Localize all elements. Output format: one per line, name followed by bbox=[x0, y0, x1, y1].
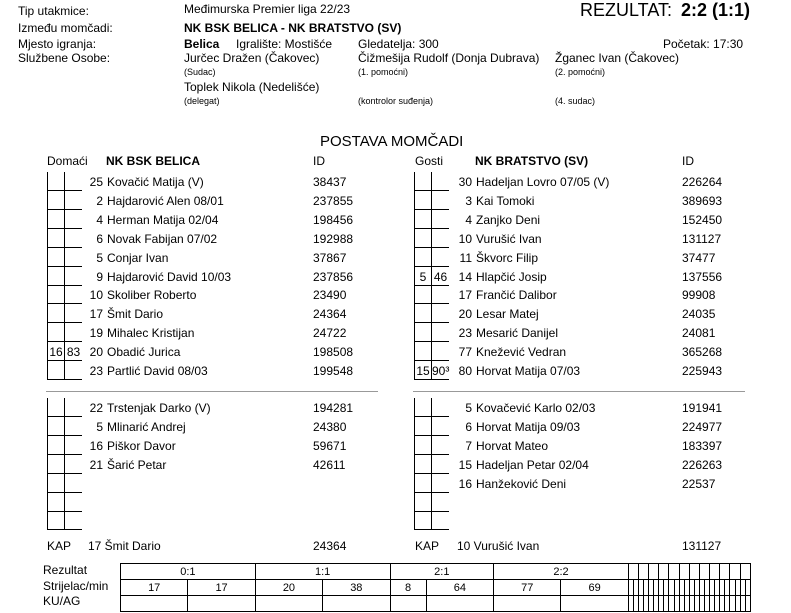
away-minutes-box bbox=[414, 436, 449, 455]
home-sub-out-minute bbox=[48, 210, 64, 228]
home-minutes-box bbox=[47, 323, 82, 342]
score-cell: 1:1 bbox=[255, 564, 390, 580]
lineup-title: POSTAVA MOMČADI bbox=[320, 133, 464, 150]
official-assistant2: Žganec Ivan (Čakovec) bbox=[555, 51, 680, 65]
home-player-label: Kovačić Matija (V) bbox=[107, 175, 204, 189]
home-minutes-box bbox=[47, 436, 82, 455]
home-sub-in-minute bbox=[65, 210, 82, 228]
away-player-id: 131127 bbox=[682, 232, 722, 246]
home-player-label: Partlić David 08/03 bbox=[107, 364, 208, 378]
away-team-name: NK BRATSTVO (SV) bbox=[475, 154, 589, 168]
ku-ag-cell bbox=[494, 596, 561, 612]
home-sub-out-minute bbox=[48, 248, 64, 266]
away-sub-out-minute bbox=[415, 191, 431, 209]
home-sub-in-minute bbox=[65, 323, 82, 341]
away-player-name bbox=[457, 270, 547, 284]
score-cell-empty bbox=[689, 564, 699, 580]
home-player-id: 38437 bbox=[313, 175, 347, 189]
away-minutes-divider bbox=[431, 436, 432, 454]
home-minutes-box bbox=[47, 342, 82, 361]
away-player-name bbox=[457, 213, 540, 227]
score-cell: 2:1 bbox=[390, 564, 494, 580]
away-sub-in-minute bbox=[432, 285, 449, 303]
home-sub-in-minute bbox=[65, 229, 82, 247]
away-shirt-number: 10 bbox=[458, 232, 472, 246]
home-shirt-number: 25 bbox=[89, 175, 103, 189]
away-player-name bbox=[457, 364, 580, 378]
home-player-id: 237856 bbox=[313, 270, 354, 284]
away-sub-in-minute bbox=[432, 172, 449, 190]
away-player-id: 22537 bbox=[682, 477, 716, 491]
official-assistant1-role: (1. pomoćni) bbox=[358, 67, 409, 77]
home-shirt-number: 2 bbox=[96, 194, 103, 208]
home-player-label: Herman Matija 02/04 bbox=[107, 213, 219, 227]
away-player-label: Hadeljan Petar 02/04 bbox=[476, 458, 589, 472]
ku-ag-cell bbox=[121, 596, 188, 612]
away-minutes-box bbox=[414, 493, 449, 512]
home-player-id: 24364 bbox=[313, 307, 347, 321]
away-minutes-box bbox=[414, 361, 449, 380]
scorer-minute-cell: 77 bbox=[494, 580, 561, 596]
away-player-label: Vurušić Ivan bbox=[476, 232, 542, 246]
away-player-name bbox=[457, 401, 595, 415]
home-sub-out-minute bbox=[48, 361, 64, 379]
home-minutes-divider bbox=[64, 417, 65, 435]
ku-ag-cell bbox=[323, 596, 390, 612]
home-player-id: 42611 bbox=[313, 458, 346, 472]
home-player-id: 194281 bbox=[313, 401, 354, 415]
home-shirt-number: 16 bbox=[89, 439, 103, 453]
away-player-label: Zanjko Deni bbox=[476, 213, 541, 227]
home-player-id: 23490 bbox=[313, 288, 347, 302]
match-type-value: Međimurska Premier liga 22/23 bbox=[184, 2, 351, 16]
away-shirt-number: 17 bbox=[458, 288, 472, 302]
away-shirt-number: 7 bbox=[465, 439, 472, 453]
away-player-name bbox=[457, 288, 557, 302]
away-player-label: Hanžeković Deni bbox=[476, 477, 567, 491]
scorer-row-label: Strijelac/min bbox=[43, 579, 109, 593]
home-minutes-box bbox=[47, 191, 82, 210]
home-player-label: Šarić Petar bbox=[107, 458, 167, 472]
home-player-name bbox=[88, 232, 217, 246]
away-player-id: 226263 bbox=[682, 458, 723, 472]
official-delegate: Toplek Nikola (Nedelišće) bbox=[184, 80, 320, 94]
away-sub-in-minute bbox=[432, 248, 449, 266]
home-sub-out-minute bbox=[48, 285, 64, 303]
away-player-label: Hadeljan Lovro 07/05 (V) bbox=[476, 175, 610, 189]
away-shirt-number: 16 bbox=[458, 477, 472, 491]
home-minutes-box bbox=[47, 267, 82, 286]
home-minutes-box bbox=[47, 455, 82, 474]
away-minutes-box bbox=[414, 398, 449, 417]
ku-ag-cell bbox=[745, 596, 750, 612]
home-sub-out-minute bbox=[48, 191, 64, 209]
match-type-label: Tip utakmice: bbox=[18, 4, 89, 18]
home-captain-id: 24364 bbox=[313, 539, 347, 553]
home-player-label: Mlinarić Andrej bbox=[107, 420, 186, 434]
away-shirt-number: 30 bbox=[458, 175, 472, 189]
away-player-id: 226264 bbox=[682, 175, 723, 189]
away-shirt-number: 11 bbox=[459, 251, 472, 265]
home-sub-in-minute bbox=[65, 361, 82, 379]
away-player-id: 37477 bbox=[682, 251, 716, 265]
scorer-minute-cell: 64 bbox=[426, 580, 493, 596]
home-player-name bbox=[88, 194, 224, 208]
home-player-label: Skoliber Roberto bbox=[107, 288, 197, 302]
home-player-name bbox=[88, 420, 186, 434]
home-minutes-box bbox=[47, 511, 82, 530]
away-minutes-divider bbox=[431, 511, 432, 529]
official-referee-role: (Sudac) bbox=[184, 67, 216, 77]
home-shirt-number: 6 bbox=[96, 232, 103, 246]
away-shirt-number: 4 bbox=[465, 213, 472, 227]
home-player-name bbox=[88, 175, 204, 189]
home-sub-out-minute: 16 bbox=[49, 345, 63, 359]
home-minutes-box bbox=[47, 210, 82, 229]
home-sub-out-minute bbox=[48, 267, 64, 285]
home-team-name: NK BSK BELICA bbox=[106, 154, 201, 168]
away-player-id: 24035 bbox=[682, 307, 716, 321]
away-sub-out-minute bbox=[415, 172, 431, 190]
away-sub-out-minute: 15 bbox=[416, 364, 430, 378]
away-minutes-divider bbox=[431, 417, 432, 435]
away-minutes-box bbox=[414, 172, 449, 191]
home-minutes-divider bbox=[64, 493, 65, 511]
away-sub-in-minute bbox=[432, 304, 449, 322]
scorer-minute-empty bbox=[745, 580, 750, 596]
home-minutes-box bbox=[47, 229, 82, 248]
home-shirt-number: 17 bbox=[89, 307, 103, 321]
home-player-id: 198456 bbox=[313, 213, 354, 227]
scorer-minute-cell: 17 bbox=[121, 580, 188, 596]
away-shirt-number: 23 bbox=[458, 326, 472, 340]
home-player-name bbox=[88, 345, 180, 359]
away-minutes-divider bbox=[431, 455, 432, 473]
away-player-label: Hlapčić Josip bbox=[476, 270, 547, 284]
ground: Igralište: Mostišće bbox=[236, 37, 333, 51]
away-minutes-box bbox=[414, 511, 449, 530]
score-cell-empty bbox=[679, 564, 689, 580]
score-cell-empty bbox=[740, 564, 750, 580]
home-minutes-box bbox=[47, 417, 82, 436]
teams-label: Između momčadi: bbox=[18, 21, 113, 35]
home-sub-in-minute: 83 bbox=[66, 345, 81, 359]
away-player-name bbox=[457, 326, 558, 340]
score-cell-empty bbox=[628, 564, 638, 580]
score-cell: 0:1 bbox=[121, 564, 256, 580]
ku-ag-cell bbox=[390, 596, 426, 612]
home-kap-label: KAP bbox=[47, 539, 72, 553]
away-player-name bbox=[457, 477, 566, 491]
home-minutes-divider bbox=[64, 398, 65, 416]
scorer-minute-cell: 8 bbox=[390, 580, 426, 596]
home-shirt-number: 10 bbox=[89, 288, 103, 302]
home-player-name bbox=[88, 307, 163, 321]
ku-ag-cell bbox=[561, 596, 628, 612]
scorer-minute-cell: 17 bbox=[188, 580, 255, 596]
result-row-label: Rezultat bbox=[43, 563, 88, 577]
away-sub-in-minute bbox=[432, 191, 449, 209]
away-minutes-box bbox=[414, 417, 449, 436]
home-shirt-number: 5 bbox=[96, 251, 103, 265]
home-sub-out-minute bbox=[48, 172, 64, 190]
home-player-id: 192988 bbox=[313, 232, 354, 246]
away-player-id: 99908 bbox=[682, 288, 716, 302]
home-player-name bbox=[88, 439, 176, 453]
away-sub-out-minute bbox=[415, 342, 431, 360]
away-minutes-box bbox=[414, 323, 449, 342]
home-player-name bbox=[88, 401, 211, 415]
home-player-label: Piškor Davor bbox=[107, 439, 176, 453]
home-sub-out-minute bbox=[48, 323, 64, 341]
home-shirt-number: 5 bbox=[96, 420, 103, 434]
home-sub-in-minute bbox=[65, 248, 82, 266]
score-cell-empty bbox=[639, 564, 649, 580]
home-minutes-box bbox=[47, 398, 82, 417]
away-minutes-box bbox=[414, 210, 449, 229]
away-player-id: 152450 bbox=[682, 213, 723, 227]
score-cell: 2:2 bbox=[494, 564, 629, 580]
away-id-header: ID bbox=[682, 154, 694, 168]
ku-ag-cell bbox=[188, 596, 255, 612]
home-minutes-divider bbox=[64, 436, 65, 454]
away-player-name bbox=[457, 175, 609, 189]
home-sub-in-minute bbox=[65, 304, 82, 322]
away-shirt-number: 3 bbox=[465, 194, 472, 208]
away-player-label: Horvat Matija 09/03 bbox=[476, 420, 581, 434]
home-sub-in-minute bbox=[65, 285, 82, 303]
away-minutes-box bbox=[414, 248, 449, 267]
home-player-label: Trstenjak Darko (V) bbox=[107, 401, 211, 415]
home-shirt-number: 22 bbox=[89, 401, 103, 415]
away-player-label: Mesarić Danijel bbox=[476, 326, 559, 340]
away-sub-out-minute bbox=[415, 323, 431, 341]
away-player-id: 389693 bbox=[682, 194, 723, 208]
away-player-id: 224977 bbox=[682, 420, 723, 434]
away-sub-in-minute: 90³ bbox=[432, 364, 450, 378]
official-controller-role: (kontrolor suđenja) bbox=[358, 96, 434, 106]
away-shirt-number: 15 bbox=[458, 458, 472, 472]
home-player-id: 59671 bbox=[313, 439, 347, 453]
away-minutes-box bbox=[414, 267, 449, 286]
home-player-label: Obadić Jurica bbox=[107, 345, 181, 359]
home-player-name bbox=[88, 364, 208, 378]
home-player-label: Hajdarović Alen 08/01 bbox=[107, 194, 224, 208]
result-table bbox=[120, 563, 751, 612]
home-shirt-number: 19 bbox=[89, 326, 103, 340]
score-cell-empty bbox=[730, 564, 740, 580]
official-referee: Jurčec Dražen (Čakovec) bbox=[184, 51, 320, 65]
home-shirt-number: 23 bbox=[89, 364, 103, 378]
away-sub-in-minute bbox=[432, 323, 449, 341]
ku-ag-row-label: KU/AG bbox=[43, 594, 81, 608]
away-player-label: Lesar Matej bbox=[476, 307, 539, 321]
score-cell-empty bbox=[699, 564, 709, 580]
home-minutes-box bbox=[47, 304, 82, 323]
result-value: 2:2 (1:1) bbox=[681, 0, 751, 20]
teams-value: NK BSK BELICA - NK BRATSTVO (SV) bbox=[184, 21, 402, 35]
score-cell-empty bbox=[669, 564, 679, 580]
away-captain: 10 Vurušić Ivan bbox=[457, 539, 540, 553]
home-shirt-number: 4 bbox=[96, 213, 103, 227]
scorer-minute-cell: 38 bbox=[323, 580, 390, 596]
home-divider bbox=[46, 391, 378, 392]
home-shirt-number: 20 bbox=[89, 345, 103, 359]
away-player-name bbox=[457, 439, 548, 453]
away-player-label: Horvat Mateo bbox=[476, 439, 549, 453]
away-player-name bbox=[457, 458, 589, 472]
away-label: Gosti bbox=[415, 154, 444, 168]
home-player-name bbox=[88, 288, 196, 302]
away-sub-out-minute bbox=[415, 285, 431, 303]
home-sub-in-minute bbox=[65, 267, 82, 285]
home-sub-in-minute bbox=[65, 191, 82, 209]
away-minutes-box bbox=[414, 304, 449, 323]
away-minutes-divider bbox=[431, 398, 432, 416]
spectators: Gledatelja: 300 bbox=[358, 37, 439, 51]
officials-label: Službene Osobe: bbox=[18, 51, 111, 65]
away-kap-label: KAP bbox=[415, 539, 440, 553]
score-cell-empty bbox=[649, 564, 659, 580]
home-player-name bbox=[88, 251, 168, 265]
home-player-id: 24380 bbox=[313, 420, 347, 434]
ku-ag-cell bbox=[255, 596, 322, 612]
home-sub-out-minute bbox=[48, 229, 64, 247]
score-cell-empty bbox=[710, 564, 720, 580]
home-shirt-number: 21 bbox=[89, 458, 103, 472]
home-player-label: Šmit Dario bbox=[107, 307, 164, 321]
away-shirt-number: 5 bbox=[465, 401, 472, 415]
home-player-id: 199548 bbox=[313, 364, 354, 378]
home-player-name bbox=[88, 326, 194, 340]
away-player-id: 365268 bbox=[682, 345, 723, 359]
away-sub-out-minute bbox=[415, 210, 431, 228]
away-sub-in-minute bbox=[432, 342, 449, 360]
away-divider bbox=[413, 391, 745, 392]
home-sub-in-minute bbox=[65, 172, 82, 190]
away-minutes-box bbox=[414, 474, 449, 493]
away-player-name bbox=[457, 194, 534, 208]
home-player-name bbox=[88, 270, 231, 284]
away-player-name bbox=[457, 251, 538, 265]
home-captain: 17 Šmit Dario bbox=[88, 539, 161, 553]
home-minutes-box bbox=[47, 493, 82, 512]
home-minutes-divider bbox=[64, 511, 65, 529]
away-player-name bbox=[457, 232, 542, 246]
home-player-id: 24722 bbox=[313, 326, 347, 340]
away-player-label: Knežević Vedran bbox=[476, 345, 567, 359]
home-player-label: Conjar Ivan bbox=[107, 251, 169, 265]
home-minutes-box bbox=[47, 474, 82, 493]
away-player-label: Kai Tomoki bbox=[476, 194, 535, 208]
result-label: REZULTAT: bbox=[580, 0, 673, 20]
home-sub-out-minute bbox=[48, 304, 64, 322]
away-captain-id: 131127 bbox=[682, 539, 722, 553]
official-fourth-role: (4. sudac) bbox=[555, 96, 596, 106]
home-player-label: Mihalec Kristijan bbox=[107, 326, 195, 340]
home-minutes-divider bbox=[64, 455, 65, 473]
home-minutes-box bbox=[47, 361, 82, 380]
away-minutes-divider bbox=[431, 493, 432, 511]
away-shirt-number: 80 bbox=[458, 364, 472, 378]
away-player-name bbox=[457, 307, 539, 321]
home-shirt-number: 9 bbox=[96, 270, 103, 284]
home-player-id: 37867 bbox=[313, 251, 347, 265]
home-player-label: Novak Fabijan 07/02 bbox=[107, 232, 218, 246]
home-player-name bbox=[88, 213, 218, 227]
scorer-minute-cell: 69 bbox=[561, 580, 628, 596]
official-assistant2-role: (2. pomoćni) bbox=[555, 67, 606, 77]
away-player-id: 24081 bbox=[682, 326, 716, 340]
away-shirt-number: 20 bbox=[458, 307, 472, 321]
away-sub-out-minute bbox=[415, 248, 431, 266]
away-shirt-number: 77 bbox=[458, 345, 472, 359]
away-player-id: 225943 bbox=[682, 364, 723, 378]
away-player-name bbox=[457, 420, 580, 434]
away-player-id: 183397 bbox=[682, 439, 723, 453]
away-player-id: 191941 bbox=[682, 401, 723, 415]
home-player-id: 198508 bbox=[313, 345, 354, 359]
away-player-label: Horvat Matija 07/03 bbox=[476, 364, 581, 378]
home-label: Domaći bbox=[47, 154, 88, 168]
scorer-minute-cell: 20 bbox=[255, 580, 322, 596]
venue-town: Belica bbox=[184, 37, 220, 51]
start-time: Početak: 17:30 bbox=[663, 37, 744, 51]
away-player-label: Škvorc Filip bbox=[476, 251, 539, 265]
home-minutes-box bbox=[47, 248, 82, 267]
away-minutes-divider bbox=[431, 474, 432, 492]
venue-label: Mjesto igranja: bbox=[18, 37, 97, 51]
home-minutes-box bbox=[47, 285, 82, 304]
away-shirt-number: 14 bbox=[458, 270, 472, 284]
away-player-label: Frančić Dalibor bbox=[476, 288, 557, 302]
home-id-header: ID bbox=[313, 154, 325, 168]
home-player-label: Hajdarović David 10/03 bbox=[107, 270, 232, 284]
away-player-label: Kovačević Karlo 02/03 bbox=[476, 401, 596, 415]
score-cell-empty bbox=[659, 564, 669, 580]
score-cell-empty bbox=[720, 564, 730, 580]
away-minutes-box bbox=[414, 191, 449, 210]
away-sub-out-minute: 5 bbox=[419, 270, 427, 284]
home-player-id: 237855 bbox=[313, 194, 354, 208]
away-minutes-box bbox=[414, 342, 449, 361]
home-minutes-divider bbox=[64, 474, 65, 492]
away-minutes-box bbox=[414, 285, 449, 304]
away-sub-out-minute bbox=[415, 229, 431, 247]
official-assistant1: Čižmešija Rudolf (Donja Dubrava) bbox=[358, 51, 540, 65]
ku-ag-cell bbox=[426, 596, 493, 612]
away-player-id: 137556 bbox=[682, 270, 723, 284]
official-delegate-role: (delegat) bbox=[184, 96, 220, 106]
away-sub-in-minute bbox=[432, 229, 449, 247]
home-player-name bbox=[88, 458, 166, 472]
home-minutes-box bbox=[47, 172, 82, 191]
away-minutes-box bbox=[414, 455, 449, 474]
away-player-name bbox=[457, 345, 566, 359]
away-sub-out-minute bbox=[415, 304, 431, 322]
away-sub-in-minute bbox=[432, 210, 449, 228]
away-shirt-number: 6 bbox=[465, 420, 472, 434]
away-sub-in-minute: 46 bbox=[433, 270, 448, 284]
away-minutes-box bbox=[414, 229, 449, 248]
